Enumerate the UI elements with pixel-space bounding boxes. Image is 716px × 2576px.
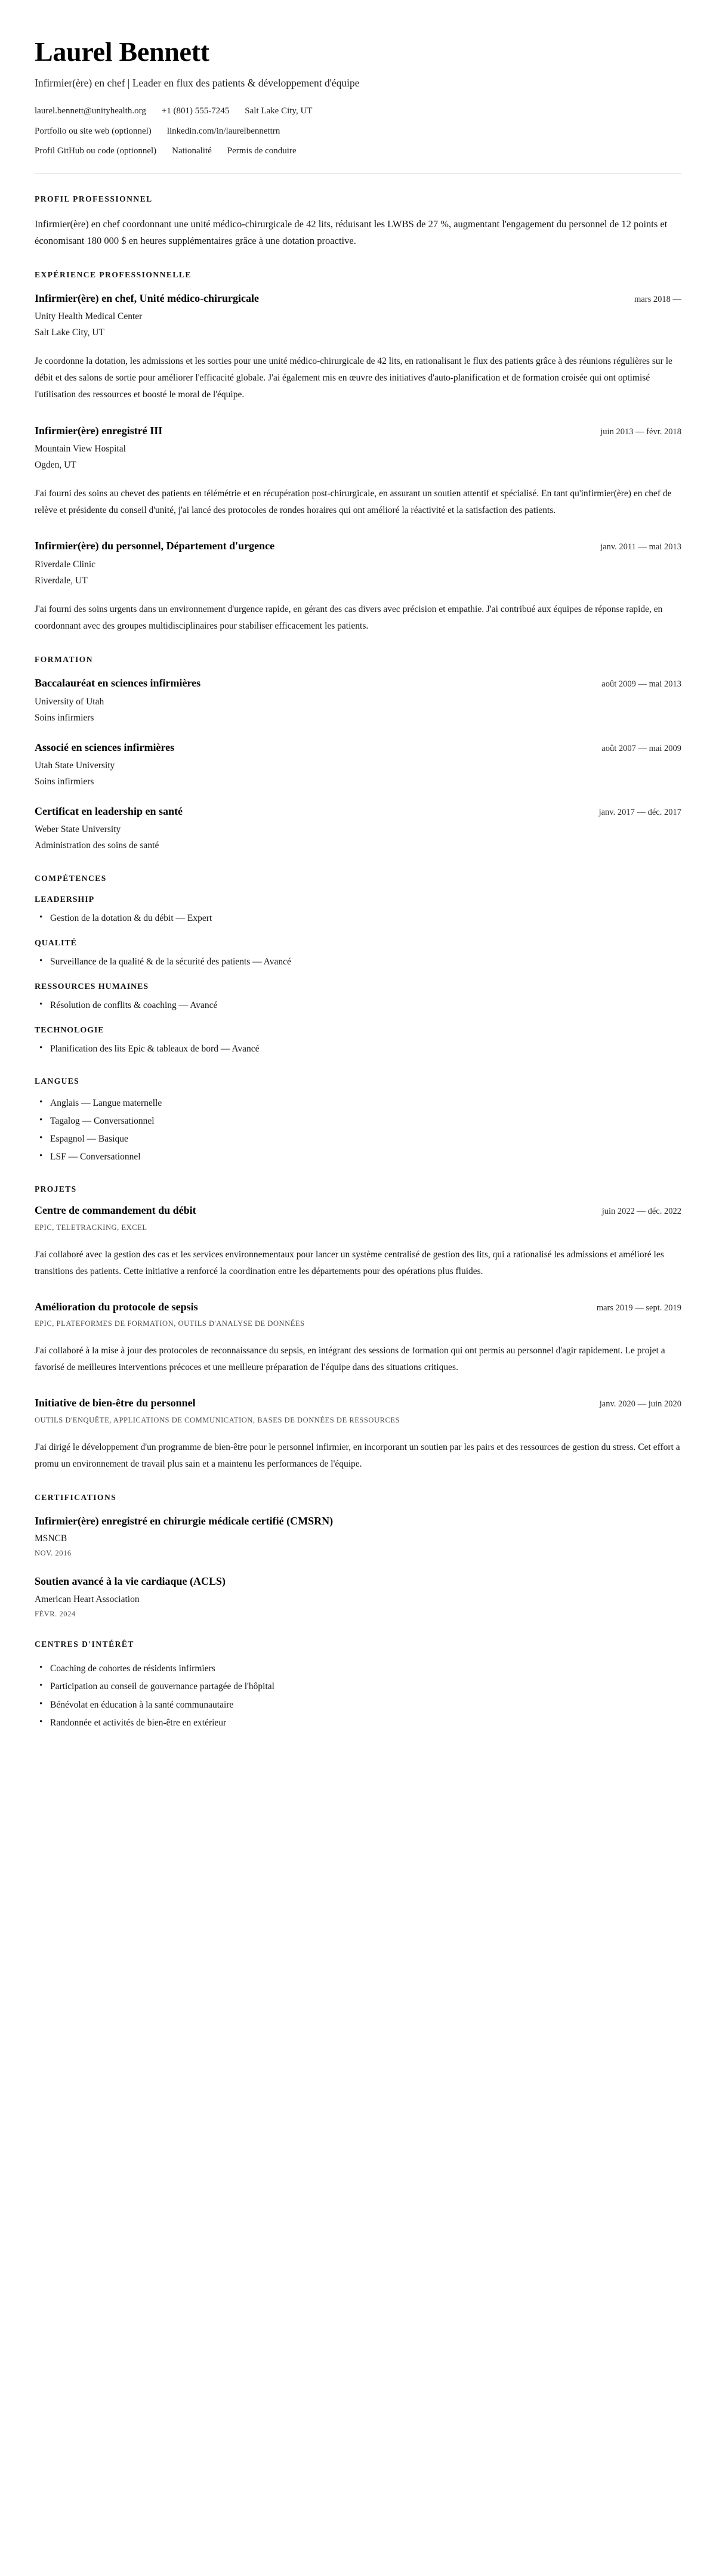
education-school: Weber State University — [35, 824, 121, 835]
skill-items — [35, 954, 681, 969]
summary-text: Infirmier(ère) en chef coordonnant une unité médico-chirurgicale de 42 lits, réduisant les LWBS de 27 %, augmentant l'engagement du personnel de 12 points et économisant 180 000 $ en heures supplémentaires grâce à une dotation proactive. — [35, 218, 668, 247]
section-title-education: FORMATION — [35, 655, 93, 664]
experience-entry — [35, 539, 681, 635]
project-entry — [35, 1204, 681, 1280]
skill-category: TECHNOLOGIE — [35, 1025, 104, 1035]
project-tags: OUTILS D'ENQUÊTE, APPLICATIONS DE COMMUNICATION, BASES DE DONNÉES DE RESSOURCES — [35, 1415, 400, 1424]
interest-item: • Coaching de cohortes de résidents infirmiers — [35, 1661, 681, 1676]
certification-issuer: American Heart Association — [35, 1594, 140, 1604]
project-description: J'ai dirigé le développement d'un programme de bien-être pour le personnel infirmier, en incorporant un soutien par les pairs et des ressources de gestion du stress. Cet effort a promu un environnement de travail plus sain et a maintenu les performances de l'équipe. — [35, 1442, 680, 1469]
candidate-name: Laurel Bennett — [35, 36, 209, 67]
contact-item-3-1[interactable]: Nationalité — [172, 146, 212, 156]
experience-date: juin 2013 — févr. 2018 — [600, 426, 681, 437]
education-degree: Associé en sciences infirmières — [35, 741, 175, 753]
section-certifications — [35, 1493, 681, 1619]
education-entry — [35, 676, 681, 725]
project-date: juin 2022 — déc. 2022 — [601, 1207, 681, 1217]
education-date: août 2007 — mai 2009 — [601, 743, 681, 753]
experience-description: J'ai fourni des soins urgents dans un environnement d'urgence rapide, en gérant des cas divers avec précision et empathie. J'ai contribué aux équipes de réponse rapide, en coordonnant avec des groupes multidisciplinaires pour stabiliser efficacement les patients. — [35, 604, 663, 632]
education-degree: Baccalauréat en sciences infirmières — [35, 677, 201, 689]
section-education — [35, 655, 681, 853]
experience-location: Salt Lake City, UT — [35, 327, 104, 338]
contact-item-1-1[interactable]: +1 (801) 555-7245 — [161, 106, 230, 116]
language-item: • Espagnol — Basique — [35, 1131, 681, 1146]
section-title-languages: LANGUES — [35, 1076, 80, 1086]
project-tags: EPIC, PLATEFORMES DE FORMATION, OUTILS D'ANALYSE DE DONNÉES — [35, 1319, 305, 1328]
education-school: University of Utah — [35, 696, 104, 707]
experience-location: Ogden, UT — [35, 459, 76, 470]
experience-org: Mountain View Hospital — [35, 443, 126, 454]
resume-header — [35, 37, 681, 158]
skill-group — [35, 895, 681, 926]
contact-item-2-1[interactable]: linkedin.com/in/laurelbennettrn — [166, 126, 280, 136]
education-field: Soins infirmiers — [35, 777, 94, 787]
education-school: Utah State University — [35, 760, 115, 771]
project-name: Amélioration du protocole de sepsis — [35, 1300, 198, 1313]
experience-date: janv. 2011 — mai 2013 — [600, 542, 681, 552]
section-summary — [35, 194, 681, 250]
education-date: janv. 2017 — déc. 2017 — [598, 808, 681, 818]
experience-description: J'ai fourni des soins au chevet des patients en télémétrie et en récupération post-chirurgicale, en assurant un soutien attentif et spécialisé. En tant qu'infirmier(ère) en chef de relève et présidente du conseil d'unité, j'ai lancé des protocoles de rondes horaires qui ont amélioré la réactivité et la satisfaction des patients. — [35, 488, 672, 516]
interests-list — [35, 1661, 681, 1730]
skill-category: RESSOURCES HUMAINES — [35, 982, 149, 991]
languages-list — [35, 1096, 681, 1164]
certification-date: NOV. 2016 — [35, 1549, 72, 1558]
skill-category: QUALITÉ — [35, 938, 77, 948]
experience-entry — [35, 292, 681, 404]
education-field: Soins infirmiers — [35, 712, 94, 723]
experience-date: mars 2018 — — [634, 294, 681, 304]
project-tags: EPIC, TELETRACKING, EXCEL — [35, 1223, 147, 1232]
experience-org: Riverdale Clinic — [35, 559, 96, 570]
experience-role: Infirmier(ère) du personnel, Département d'urgence — [35, 540, 275, 552]
skill-items — [35, 1041, 681, 1056]
skills-list — [35, 895, 681, 1056]
section-title-summary: PROFIL PROFESSIONNEL — [35, 194, 153, 203]
education-date: août 2009 — mai 2013 — [601, 679, 681, 689]
contact-item-1-0[interactable]: laurel.bennett@unityhealth.org — [35, 106, 146, 116]
section-title-skills: COMPÉTENCES — [35, 873, 107, 883]
experience-entry — [35, 424, 681, 519]
skill-group — [35, 982, 681, 1013]
language-item: • Tagalog — Conversationnel — [35, 1114, 681, 1128]
certification-issuer: MSNCB — [35, 1533, 67, 1544]
project-entry-head — [35, 1204, 681, 1217]
education-entry — [35, 805, 681, 853]
section-experience — [35, 270, 681, 635]
project-description: J'ai collaboré à la mise à jour des protocoles de reconnaissance du sepsis, en intégrant des sessions de formation qui ont permis au personnel d'agir rapidement. Le projet a favorisé de meilleures interventions précoces et une meilleure préparation de l'équipe dans des situations critiques. — [35, 1346, 665, 1373]
experience-entry-head — [35, 292, 681, 305]
education-entry-head — [35, 676, 681, 690]
section-projects — [35, 1185, 681, 1473]
skill-item: • Gestion de la dotation & du débit — Expert — [35, 911, 681, 926]
project-entry-head — [35, 1300, 681, 1314]
section-title-projects: PROJETS — [35, 1185, 77, 1194]
interest-item: • Bénévolat en éducation à la santé communautaire — [35, 1697, 681, 1712]
certification-entry — [35, 1514, 681, 1559]
education-entry-head — [35, 805, 681, 818]
certification-name: Infirmier(ère) enregistré en chirurgie médicale certifié (CMSRN) — [35, 1515, 334, 1527]
project-name: Initiative de bien-être du personnel — [35, 1397, 196, 1409]
interest-item: • Randonnée et activités de bien-être en extérieur — [35, 1715, 681, 1730]
section-title-interests: CENTRES D'INTÉRÊT — [35, 1640, 134, 1649]
project-entry-head — [35, 1396, 681, 1410]
language-item: • Anglais — Langue maternelle — [35, 1096, 681, 1111]
skill-items — [35, 998, 681, 1013]
skill-group — [35, 939, 681, 969]
education-entry — [35, 741, 681, 789]
project-entry — [35, 1396, 681, 1473]
contact-line-3 — [35, 144, 681, 158]
contact-item-2-0[interactable]: Portfolio ou site web (optionnel) — [35, 126, 152, 136]
certification-entry — [35, 1575, 681, 1619]
experience-location: Riverdale, UT — [35, 575, 88, 586]
section-title-certifications: CERTIFICATIONS — [35, 1493, 117, 1502]
skill-item: • Surveillance de la qualité & de la sécurité des patients — Avancé — [35, 954, 681, 969]
experience-list — [35, 292, 681, 635]
section-title-experience: EXPÉRIENCE PROFESSIONNELLE — [35, 270, 192, 279]
project-date: janv. 2020 — juin 2020 — [599, 1399, 681, 1409]
skill-category: LEADERSHIP — [35, 895, 95, 904]
contact-item-3-2[interactable]: Permis de conduire — [227, 146, 297, 156]
certification-name: Soutien avancé à la vie cardiaque (ACLS) — [35, 1575, 226, 1588]
skill-item: • Résolution de conflits & coaching — Avancé — [35, 998, 681, 1013]
education-entry-head — [35, 741, 681, 754]
education-degree: Certificat en leadership en santé — [35, 805, 183, 818]
project-description: J'ai collaboré avec la gestion des cas et les services environnementaux pour lancer un système centralisé de gestion des lits, qui a rationalisé les admissions et amélioré les transitions des patients. Cette initiative a renforcé la coordination entre les départements pour des opérations plus fluides. — [35, 1249, 664, 1276]
contact-line-2 — [35, 125, 681, 138]
interest-item: • Participation au conseil de gouvernance partagée de l'hôpital — [35, 1679, 681, 1694]
contact-item-1-2[interactable]: Salt Lake City, UT — [245, 106, 313, 116]
contact-line-1 — [35, 104, 681, 118]
experience-description: Je coordonne la dotation, les admissions et les sorties pour une unité médico-chirurgicale de 42 lits, en rationalisant le flux des patients grâce à des réunions régulières sur le débit et des salons de sortie pour améliorer l'efficacité globale. J'ai également mis en œuvre des initiatives d'auto-planification et de formation croisée qui ont optimisé l'utilisation des ressources et boosté le moral de l'équipe. — [35, 355, 672, 400]
skill-items — [35, 911, 681, 926]
section-skills — [35, 874, 681, 1056]
language-item: • LSF — Conversationnel — [35, 1149, 681, 1164]
skill-group — [35, 1026, 681, 1056]
section-languages — [35, 1077, 681, 1164]
experience-entry-head — [35, 539, 681, 553]
skill-item: • Planification des lits Epic & tableaux de bord — Avancé — [35, 1041, 681, 1056]
section-interests — [35, 1640, 681, 1730]
experience-org: Unity Health Medical Center — [35, 311, 143, 321]
project-date: mars 2019 — sept. 2019 — [596, 1303, 681, 1313]
project-name: Centre de commandement du débit — [35, 1204, 196, 1217]
experience-role: Infirmier(ère) enregistré III — [35, 424, 163, 437]
certifications-list — [35, 1514, 681, 1619]
project-entry — [35, 1300, 681, 1377]
experience-role: Infirmier(ère) en chef, Unité médico-chirurgicale — [35, 292, 260, 304]
education-field: Administration des soins de santé — [35, 840, 159, 851]
contact-item-3-0[interactable]: Profil GitHub ou code (optionnel) — [35, 146, 157, 156]
education-list — [35, 676, 681, 853]
projects-list — [35, 1204, 681, 1473]
candidate-tagline: Infirmier(ère) en chef | Leader en flux des patients & développement d'équipe — [35, 76, 360, 89]
experience-entry-head — [35, 424, 681, 438]
certification-date: FÉVR. 2024 — [35, 1609, 76, 1618]
